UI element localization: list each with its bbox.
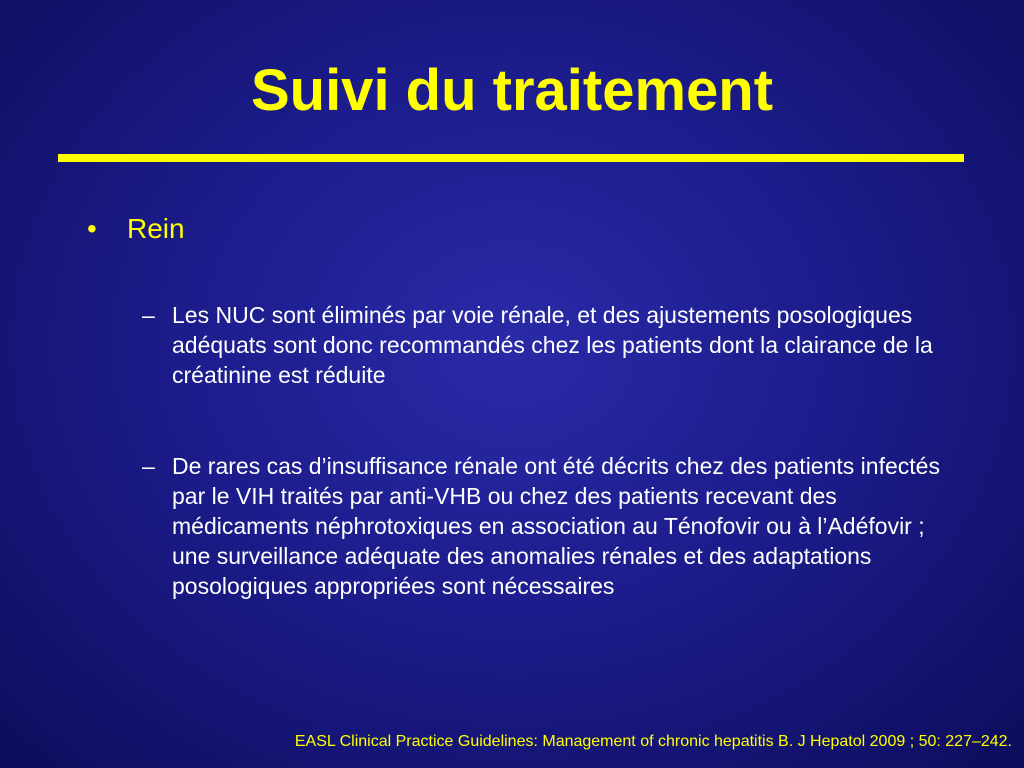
dash-marker: – bbox=[142, 453, 155, 479]
bullet-marker: • bbox=[87, 213, 97, 244]
subitem-text: De rares cas d’insuffisance rénale ont été décrits chez des patients infectés par le VIH traités par anti-VHB ou chez des patients recevant des médicaments néphrotoxiques en association au Ténofovir ou à l’Adéfovir ; une surveillance adéquate des anomalies rénales et des adaptations posologiques appropriées sont nécessaires bbox=[172, 453, 940, 599]
title-underline bbox=[58, 154, 964, 162]
subitem-elimination bbox=[142, 300, 942, 390]
bullet-rein bbox=[87, 212, 185, 246]
bullet-label: Rein bbox=[127, 213, 185, 244]
slide-title: Suivi du traitement bbox=[250, 58, 774, 123]
reference-footnote: EASL Clinical Practice Guidelines: Management of chronic hepatitis B. J Hepatol 2009 ; 50: 227–242. bbox=[294, 733, 1012, 750]
subitem-text: Les NUC sont éliminés par voie rénale, et des ajustements posologiques adéquats sont donc recommandés chez les patients dont la clairance de la créatinine est réduite bbox=[172, 302, 933, 388]
dash-marker: – bbox=[142, 302, 155, 328]
subitem-insuffisance bbox=[142, 451, 942, 601]
